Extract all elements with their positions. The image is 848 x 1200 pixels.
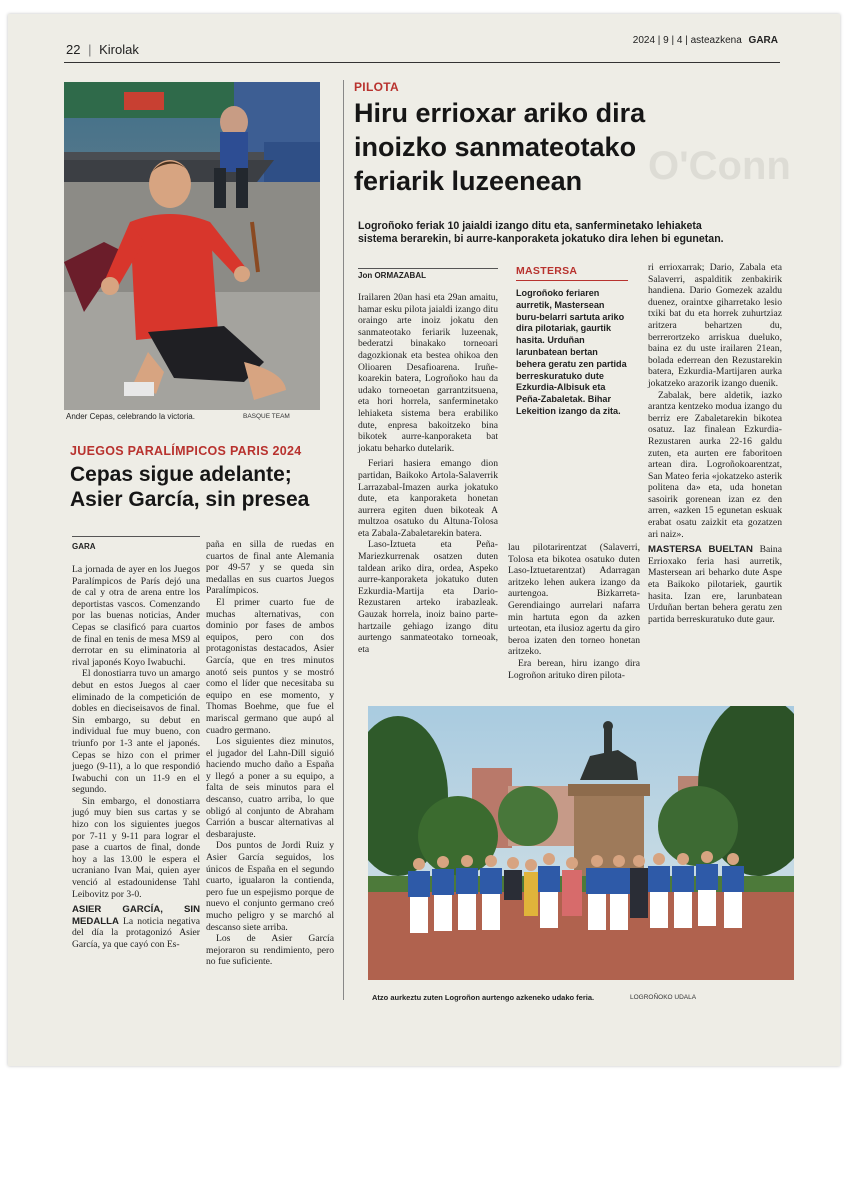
group-photo-credit: LOGROÑOKO UDALA: [630, 994, 697, 1001]
mastersa-box-text: Logroñoko feriaren aurretik, Mastersean buru-belarri sartuta ariko dira pilotariak, gaurtik hasita. Urduñan larunbatean bertan behera geratu zen partida berreskuratuko dute Ezkurdia-Albisuk eta Peña-Zabaletak. Bihar Lekeition izango da zita.: [516, 288, 627, 416]
newspaper-page: [8, 14, 840, 1066]
cepas-photo-credit: BASQUE TEAM: [243, 413, 290, 420]
brand-name: GARA: [748, 35, 778, 46]
pilota-headline-line: Hiru errioxar ariko dira: [354, 98, 646, 128]
paragraph: Feriari hasiera emango dion partidan, Baikoko Artola-Salaverrik Larrazabal-Imazen aurka jokatuko dute, eta kanporaketa honetan aurrera egiten duen bikoteak A multzoa osatuko du Altuna-Tolosa eta Zabala-Zabaletarekin batera.: [358, 458, 498, 539]
bleed-through-text: O'Conn: [648, 144, 791, 188]
paragraph: Irailaren 20an hasi eta 29an amaitu, hamar esku pilota jaialdi izango ditu oraingo arte inoiz jokatu den sanmateotako feriarik luzeenak, bederatzi binakako torneoari dagozkionak eta bestea ohikoa den Olioaren Desafioarena. Iruñe-koarekin batera, Logroñoko hau da udako torneoetan garrantzitsuena, eta hori horrela, sanferminetako lehiaketa sistema bera erabiliko dute, enpresa bakoitzeko bina bikotek aurre-kanporaketa bat jokatu beharko dutelarik.: [358, 292, 498, 454]
mastersa-kicker: MASTERSA: [516, 265, 578, 277]
logrono-group-photo: [368, 706, 794, 980]
page-header: 22 | Kirolak: [66, 42, 139, 57]
paragraph: Sin embargo, el donostiarra jugó muy bien sus cartas y se hizo con los siguientes juegos por 7-11 y 9-11 para lograr el pase a cuartos de final, donde hoy a las 13.00 le espera el ucraniano Ivan Mai, quien ayer venció al estadounidense Tahl Leibovitz por 3-0.: [72, 795, 200, 900]
pilota-headline-line: inoizko sanmateotako: [354, 132, 637, 162]
pilota-column-1: [358, 292, 498, 655]
paragraph: Laso-Iztueta eta Peña-Mariezkurrenak osatzen duten taldean ariko dira, ordea, Aspeko aurre-kanporaketa jokatuko duten Ezkurdia-Martija eta Dario-Rezustaren arteko irabazleak. Gauzak horrela, inoiz baino parte-hartzaile gehiago izango ditu aurtengo sanmateotako torneoak, eta: [358, 539, 498, 655]
mastersa-rule: [516, 280, 628, 281]
paragraph-inline: Baina Errioxako feria hasi aurretik, Mastersean ari beharko dute Aspe eta Baikoko pilotariek, gaurtik hasita. Izan ere, larunbatean Urduñan bertan behera geratu zen partida berreskuratuko dute gaur.: [648, 544, 782, 625]
cepas-photo-illustration: [64, 82, 320, 410]
paragraph: Los siguientes diez minutos, el jugador del Lahn-Dill siguió haciendo mucho daño a España y llegó a poner a su equipo, a falta de seis minutos para el descanso, cuatro arriba, lo que obligó al conjunto de Abraham Carrión a buscar alternativas al desbarajuste.: [206, 736, 334, 840]
paragraph: ri errioxarrak; Dario, Zabala eta Salaverri, aspalditik zenbakirik handiena. Dario Gomezek azaldu duenez, oraintxe giharretako lesio txiki bat du eta horrek zuhurtziaz aritzera behartzen du, berrerortzeko arriskua dueluko, baina ez du uste irailaren 21ean, bolada ederrean den Rezustarekin batera, Ezkurdia-Martijaren aurka jokatzeko arazorik izango duenik.: [648, 262, 782, 389]
section-name: Kirolak: [99, 42, 139, 57]
cepas-byline-rule: [72, 536, 200, 537]
cepas-headline-line: Asier García, sin presea: [70, 488, 310, 511]
cepas-byline: GARA: [72, 542, 96, 551]
cepas-headline-line: Cepas sigue adelante;: [70, 463, 292, 486]
paragraph-inline: La noticia negativa del día la protagonizó Asier García, ya que cayó con Es-: [72, 915, 200, 950]
pilota-subtitle-line: sistema berarekin, bi aurre-kanporaketa jokatuko dira lehen bi egunetan.: [358, 233, 724, 245]
cepas-photo: [64, 82, 320, 410]
paragraph: lau pilotarirentzat (Salaverri, Tolosa eta bikotea osatuko duten Laso-Iztuetarentzat) Adarragan aritzeko lehen aukera izango da aurtengoa. Bizkarreta-Gerendiaingo aurrelari nafarra min hartuta egon da azken urteotan, eta ilusioz agertu da giro beroa izaten den torneo honetan aritzeko.: [508, 542, 640, 658]
pilota-byline: Jon ORMAZABAL: [358, 271, 426, 280]
pilota-headline: [354, 96, 645, 198]
cepas-headline: [70, 462, 309, 512]
pilota-subheading: MASTERSA BUELTAN: [648, 544, 753, 556]
cepas-column-1: [72, 564, 200, 951]
paragraph: Los de Asier García mejoraron su rendimiento, pero no fue suficiente.: [206, 933, 334, 968]
group-photo-caption: Atzo aurkeztu zuten Logroñon aurtengo azkeneko udako feria.: [372, 993, 595, 1002]
column-separator: [343, 80, 344, 1000]
pilota-byline-rule: [358, 268, 498, 269]
cepas-subheading: ASIER GARCÍA, SIN MEDALLA: [72, 904, 200, 927]
pilota-headline-line: feriarik luzeenean: [354, 166, 583, 196]
pilota-kicker: PILOTA: [354, 80, 399, 94]
paragraph: El primer cuarto fue de muchas alternativas, con dominio por fases de ambos equipos, pero con dos protagonistas destacados, Asier García, que en tres minutos anotó seis puntos y se mostró como el líder que necesitaba su equipo en ese momento, y Thomas Boehme, que fue el mariscal germano que aupó al cuadro germano.: [206, 596, 334, 736]
paragraph: Dos puntos de Jordi Ruiz y Asier García seguidos, los únicos de España en el segundo cuarto, igualaron la contienda, pero fue un espejismo porque de nuevo el conjunto germano creó mucho peligro y se marchó al descanso siete arriba.: [206, 840, 334, 933]
pilota-column-3: [648, 262, 782, 625]
header-rule: [64, 62, 780, 63]
cepas-kicker: JUEGOS PARALÍMPICOS PARIS 2024: [70, 444, 302, 458]
paragraph: paña en silla de ruedas en cuartos de final ante Alemania por 49-57 y se queda sin medallas en sus cuartos Juegos Paralímpicos.: [206, 539, 334, 597]
pilota-subtitle-line: Logroñoko feriak 10 jaialdi izango ditu eta, sanferminetako lehiaketa: [358, 220, 702, 232]
page-header-right: [633, 35, 778, 46]
page-number: 22: [66, 42, 81, 57]
cepas-column-2: [206, 539, 334, 968]
issue-date: 2024 | 9 | 4 | asteazkena: [632, 35, 742, 46]
pilota-subtitle: [358, 220, 724, 246]
paragraph: Era berean, hiru izango dira Logroñon arituko diren pilota-: [508, 657, 640, 681]
paragraph: El donostiarra tuvo un amargo debut en estos Juegos al caer eliminado de la competición de dobles en dieciseisavos de final. Sin embargo, su debut en individual fue muy bueno, con triunfo por 1-3 ante el japonés. Cepas se hizo con el primer juego (9-11), a lo que respondió Iwabuchi con un 11-9 en el segundo.: [72, 668, 200, 796]
cepas-photo-caption: Ander Cepas, celebrando la victoria.: [66, 412, 195, 421]
paragraph: La jornada de ayer en los Juegos Paralímpicos de París dejó una de cal y otra de arena entre los deportistas vascos. Comenzando por las buenas noticias, Ander Cepas se clasificó para cuartos de final en tenis de mesa MS9 al derrotar en su eliminatoria al rival japonés Koyo Iwabuchi.: [72, 564, 200, 668]
paragraph: Zabalak, bere aldetik, iazko arantza kentzeko modua izango du berriz ere Zabaletarekin bikotea osatuz. Iaz finalean Ezkurdia-Rezustaren aurka 22-16 galdu zuten, eta aurten ere faboritoen artean dira. Logroñokoarentzat, San Mateo feria «jokatzeko asterik politena da» eta, uda honetan sasoirik gorenean izan ez den arren, «azken 15 egunetan eskuak erabat osatu zaizkit eta gozatzen ari naiz».: [648, 389, 782, 540]
group-photo-illustration: [368, 706, 794, 980]
pilota-column-2: [508, 542, 640, 681]
